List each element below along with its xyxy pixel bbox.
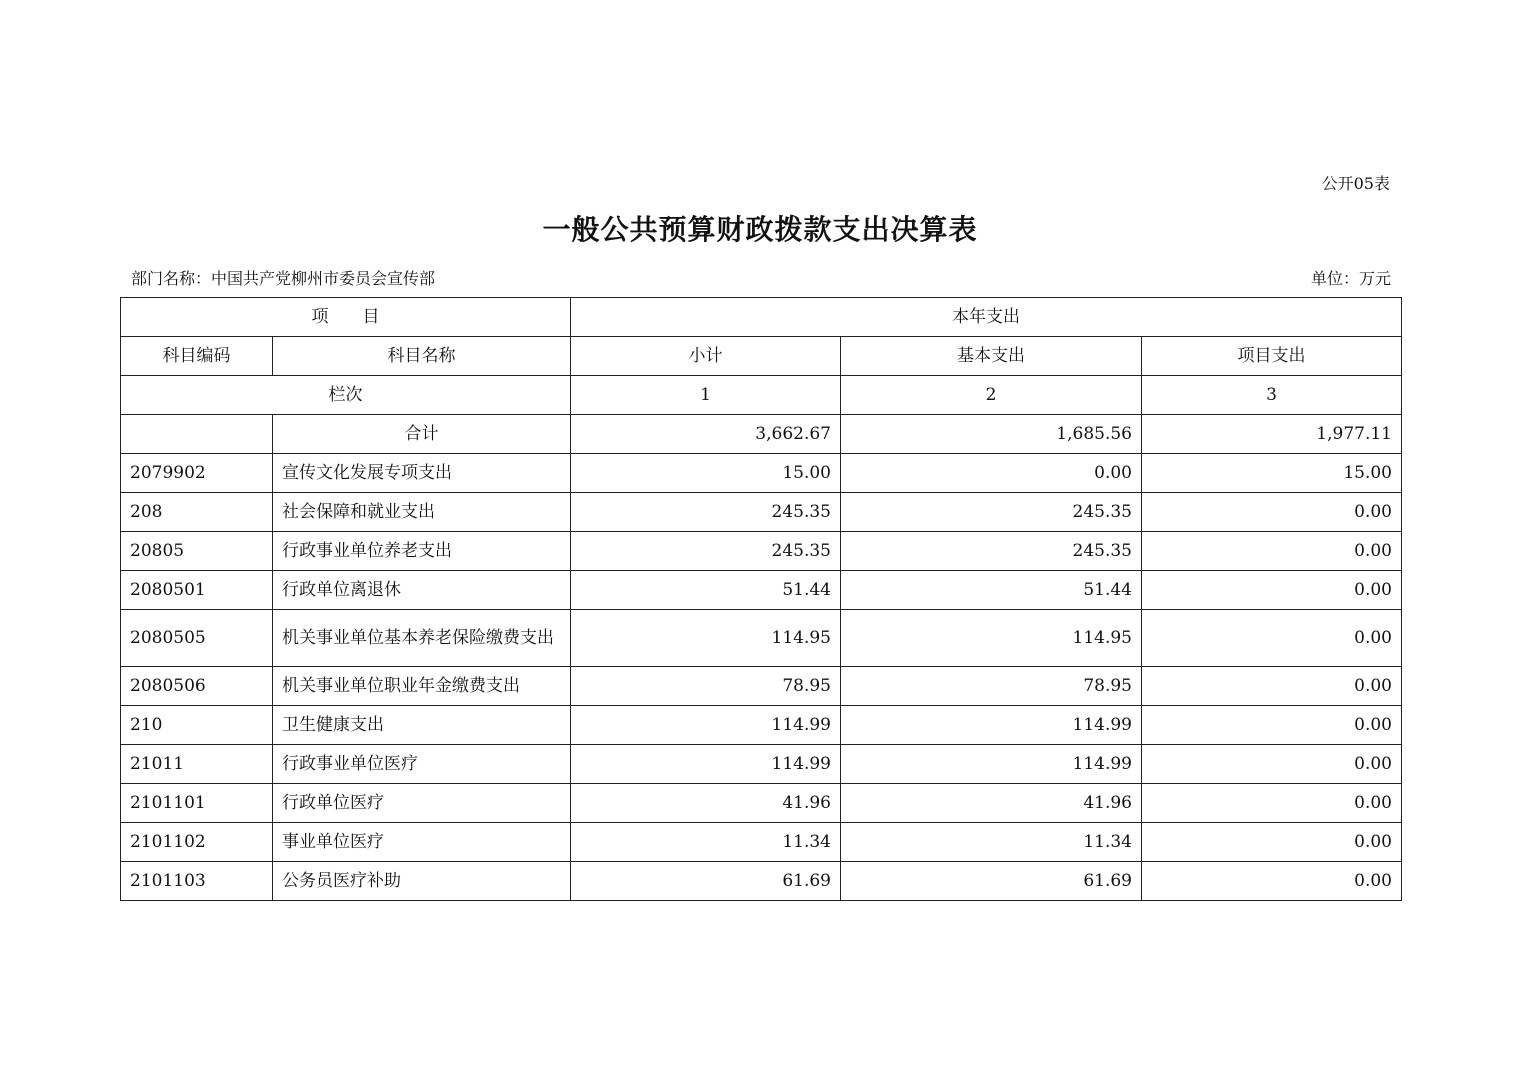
total-basic: 1,685.56	[841, 415, 1142, 454]
row-basic: 114.99	[841, 706, 1142, 745]
row-name: 宣传文化发展专项支出	[273, 454, 571, 493]
row-code: 210	[121, 706, 273, 745]
column-index-label: 栏次	[121, 376, 571, 415]
row-code: 2080506	[121, 667, 273, 706]
row-code: 2080505	[121, 610, 273, 667]
row-code: 21011	[121, 745, 273, 784]
table-row	[121, 745, 1402, 784]
row-project: 0.00	[1142, 745, 1402, 784]
row-name: 社会保障和就业支出	[273, 493, 571, 532]
row-name: 卫生健康支出	[273, 706, 571, 745]
total-label: 合计	[273, 415, 571, 454]
row-project: 0.00	[1142, 784, 1402, 823]
row-subtotal: 15.00	[571, 454, 841, 493]
table-row	[121, 610, 1402, 667]
row-name: 公务员医疗补助	[273, 862, 571, 901]
row-basic: 245.35	[841, 493, 1142, 532]
unit-label: 单位：万元	[1310, 269, 1391, 288]
row-subtotal: 41.96	[571, 784, 841, 823]
row-project: 0.00	[1142, 823, 1402, 862]
row-subtotal: 114.99	[571, 706, 841, 745]
row-basic: 78.95	[841, 667, 1142, 706]
row-project: 0.00	[1142, 571, 1402, 610]
row-code: 208	[121, 493, 273, 532]
row-subtotal: 245.35	[571, 532, 841, 571]
row-subtotal: 114.95	[571, 610, 841, 667]
row-code: 2101101	[121, 784, 273, 823]
column-index-2: 2	[841, 376, 1142, 415]
row-name: 行政事业单位养老支出	[273, 532, 571, 571]
row-name: 行政单位离退休	[273, 571, 571, 610]
row-subtotal: 51.44	[571, 571, 841, 610]
row-basic: 51.44	[841, 571, 1142, 610]
row-code: 2079902	[121, 454, 273, 493]
row-name: 事业单位医疗	[273, 823, 571, 862]
row-code: 2101103	[121, 862, 273, 901]
header-subtotal: 小计	[571, 337, 841, 376]
row-project: 0.00	[1142, 706, 1402, 745]
row-basic: 11.34	[841, 823, 1142, 862]
page-title: 一般公共预算财政拨款支出决算表	[542, 213, 978, 246]
table-row	[121, 532, 1402, 571]
department-name: 部门名称：中国共产党柳州市委员会宣传部	[131, 269, 436, 288]
row-basic: 0.00	[841, 454, 1142, 493]
column-index-3: 3	[1142, 376, 1402, 415]
total-row	[121, 415, 1402, 454]
row-name: 机关事业单位基本养老保险缴费支出	[273, 610, 571, 667]
row-code: 2080501	[121, 571, 273, 610]
table-row	[121, 493, 1402, 532]
row-name: 机关事业单位职业年金缴费支出	[273, 667, 571, 706]
table-row	[121, 706, 1402, 745]
table-row	[121, 823, 1402, 862]
header-project-expenditure: 项目支出	[1142, 337, 1402, 376]
row-name: 行政事业单位医疗	[273, 745, 571, 784]
total-subtotal: 3,662.67	[571, 415, 841, 454]
row-subtotal: 11.34	[571, 823, 841, 862]
row-name: 行政单位医疗	[273, 784, 571, 823]
header-basic: 基本支出	[841, 337, 1142, 376]
row-basic: 114.99	[841, 745, 1142, 784]
header-project: 项 目	[121, 298, 571, 337]
header-name: 科目名称	[273, 337, 571, 376]
total-code-cell	[121, 415, 273, 454]
row-subtotal: 78.95	[571, 667, 841, 706]
form-number: 公开05表	[1321, 174, 1390, 193]
row-basic: 41.96	[841, 784, 1142, 823]
row-code: 2101102	[121, 823, 273, 862]
column-index-row	[121, 376, 1402, 415]
row-basic: 114.95	[841, 610, 1142, 667]
table-row	[121, 454, 1402, 493]
row-subtotal: 61.69	[571, 862, 841, 901]
row-subtotal: 114.99	[571, 745, 841, 784]
row-basic: 245.35	[841, 532, 1142, 571]
table-row	[121, 667, 1402, 706]
row-project: 15.00	[1142, 454, 1402, 493]
row-basic: 61.69	[841, 862, 1142, 901]
header-this-year: 本年支出	[571, 298, 1402, 337]
expenditure-table	[120, 297, 1402, 901]
table-row	[121, 784, 1402, 823]
row-project: 0.00	[1142, 862, 1402, 901]
row-project: 0.00	[1142, 667, 1402, 706]
row-project: 0.00	[1142, 610, 1402, 667]
column-index-1: 1	[571, 376, 841, 415]
table-row	[121, 571, 1402, 610]
total-project: 1,977.11	[1142, 415, 1402, 454]
table-row	[121, 862, 1402, 901]
row-project: 0.00	[1142, 493, 1402, 532]
row-subtotal: 245.35	[571, 493, 841, 532]
row-project: 0.00	[1142, 532, 1402, 571]
header-code: 科目编码	[121, 337, 273, 376]
header-row-1	[121, 298, 1402, 337]
header-row-2	[121, 337, 1402, 376]
row-code: 20805	[121, 532, 273, 571]
